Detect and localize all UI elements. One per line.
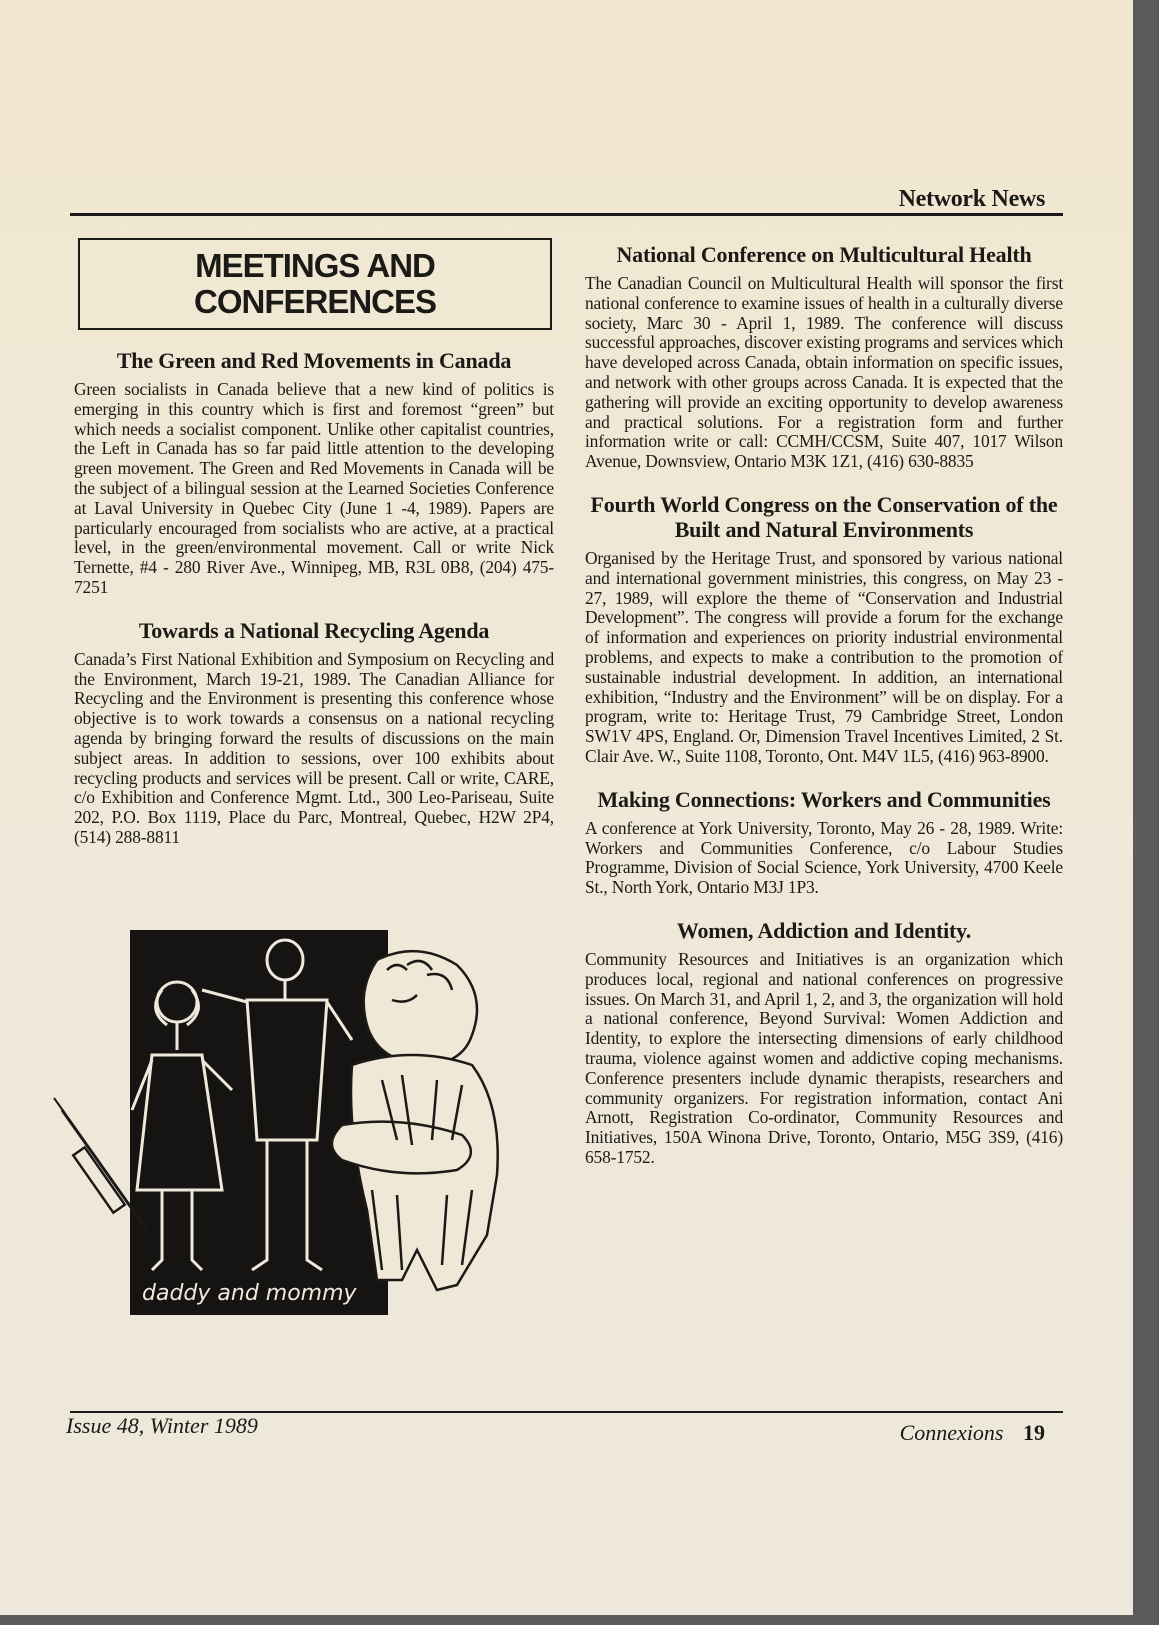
section-title-box <box>78 238 552 330</box>
article-making-connections <box>585 787 1063 898</box>
footer-publication <box>900 1420 1045 1446</box>
footer-issue: Issue 48, Winter 1989 <box>66 1413 258 1438</box>
illustration-caption: daddy and mommy <box>142 1281 357 1306</box>
article-body: Canada’s First National Exhibition and Symposium on Recycling and the Environment, March 19-21, 1989. The Canadian Alliance for Recycling and the Environment is presenting this conference whose objective is to work towards a consensus on a national recycling agenda by bringing forward the results of discussions on the main subject areas. In addition to sessions, over 100 exhibits about recycling products and services will be present. Call or write, CARE, c/o Exhibition and Conference Mgmt. Ltd., 300 Leo-Pariseau, Suite 202, P.O. Box 1119, Place du Parc, Montreal, Quebec, H2W 2P4, (514) 288-8811 <box>74 648 554 847</box>
article-multicultural-health <box>585 242 1063 472</box>
illustration-artwork <box>52 930 564 1350</box>
section-header-label: Network News <box>898 186 1045 212</box>
section-title-line-1: MEETINGS AND <box>195 247 435 284</box>
article-body: Organised by the Heritage Trust, and sponsored by various national and international government ministries, this congress, on May 23 - 27, 1989, will explore the theme of “Conservation and Industrial Development”. The congress will provide a forum for the exchange of information and experiences on priority industrial environmental problems, and expects to make a contribution to the promotion of sustainable industrial development. In addition, an international exhibition, “Industry and the Environment” will be on display. For a program, write to: Heritage Trust, 79 Cambridge Street, London SW1V 4PS, England. Or, Dimension Travel Incentives Limited, 2 St. Clair Ave. W., Suite 1108, Toronto, Ont. M4V 1L5, (416) 963-8900. <box>585 547 1063 766</box>
footer-journal-name: Connexions <box>899 1420 1004 1445</box>
article-title: The Green and Red Movements in Canada <box>116 348 512 373</box>
article-women-addiction-identity <box>585 918 1063 1168</box>
article-recycling-agenda <box>74 618 554 848</box>
footer-page-number: 19 <box>1023 1420 1045 1445</box>
article-title: Making Connections: Workers and Communities <box>597 786 1051 812</box>
chalkboard-panel <box>130 930 388 1315</box>
article-title: Women, Addiction and Identity. <box>676 917 972 943</box>
illustration-daddy-and-mommy <box>52 930 564 1350</box>
article-body: The Canadian Council on Multicultural Health will sponsor the first national conference to examine issues of health in a culturally diverse society, Marc 30 - April 1, 1989. The conference will discuss successful approaches, discover existing programs and services which have developed across Canada, obtain information on specific issues, and network with other groups across Canada. It is expected that the gathering will provide an exciting opportunity to develop awareness and practical solutions. For a registration form and further information write or call: CCMH/CCSM, Suite 407, 1017 Wilson Avenue, Downsview, Ontario M3K 1Z1, (416) 630-8835 <box>585 273 1063 472</box>
header-rule <box>70 213 1063 216</box>
section-title-line-2: CONFERENCES <box>193 283 437 320</box>
right-column <box>585 242 1063 1188</box>
article-title: National Conference on Multicultural Health <box>616 242 1032 267</box>
article-body: A conference at York University, Toronto, May 26 - 28, 1989. Write: Workers and Communities Conference, c/o Labour Studies Programme, Division of Social Science, York University, 4700 Keele St., North York, Ontario M3J 1P3. <box>585 817 1063 898</box>
article-world-congress-conservation <box>585 492 1063 767</box>
article-body: Community Resources and Initiatives is an organization which produces local, regional and national conferences on progressive issues. On March 31, and April 1, 2, and 3, the organization will hold a national conference, Beyond Survival: Women Addiction and Identity, to explore the intersecting dimensions of early childhood trauma, violence against women and addictive coping mechanisms. Conference presenters include dynamic therapists, researchers and community organizers. For registration information, contact Ani Arnott, Registration Co-ordinator, Community Resources and Initiatives, 150A Winona Drive, Toronto, Ontario, M5G 3S9, (416) 658-1752. <box>585 948 1063 1167</box>
article-green-red-movements <box>74 348 554 598</box>
article-body: Green socialists in Canada believe that a new kind of politics is emerging in this country which is first and foremost “green” but which needs a socialist component. Unlike other capitalist countries, the Left in Canada has so far paid little attention to the developing green movement. The Green and Red Movements in Canada will be the subject of a bilingual session at the Learned Societies Conference at Laval University in Quebec City (June 1 -4, 1989). Papers are particularly encouraged from socialists who are active, at a practical level, in the green/environmental movement. Call or write Nick Ternette, #4 - 280 River Ave., Winnipeg, MB, R3L 0B8, (204) 475-7251 <box>74 379 554 597</box>
left-column <box>74 238 554 868</box>
article-title: Towards a National Recycling Agenda <box>138 617 490 643</box>
article-title: Fourth World Congress on the Conservation of the Built and Natural Environments <box>590 491 1058 542</box>
section-title <box>180 248 450 320</box>
